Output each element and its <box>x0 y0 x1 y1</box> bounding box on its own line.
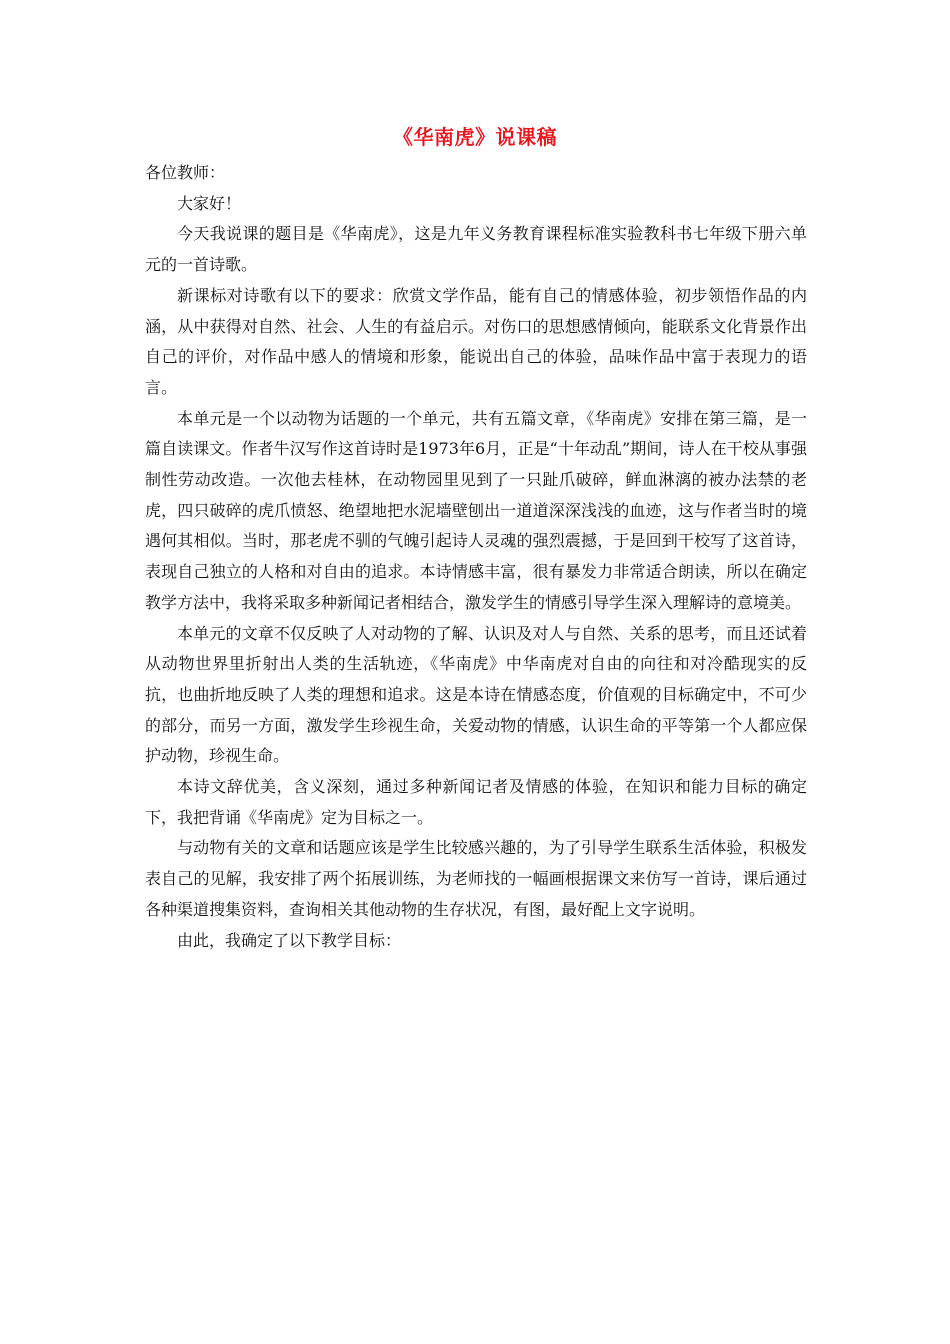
salutation: 各位教师： <box>145 163 226 182</box>
paragraph-curriculum: 新课标对诗歌有以下的要求：欣赏文学作品，能有自己的情感体验，初步领悟作品的内涵，从中获得对自然、社会、人生的有益启示。对伤口的思想感情倾向，能联系文化背景作出自己的评价，对作品中感人的情境和形象，能说出自己的体验，品味作品中富于表现力的语言。 <box>145 285 807 397</box>
paragraph-greeting: 大家好！ <box>177 193 242 213</box>
document-body <box>145 158 807 956</box>
paragraph-unit-theme: 本单元的文章不仅反映了人对动物的了解、认识及对人与自然、关系的思考，而且还试着从动物世界里折射出人类的生活轨迹，《华南虎》中华南虎对自由的向往和对冷酷现实的反抗，也曲折地反映了人类的理想和追求。这是本诗在情感态度，价值观的目标确定中，不可少的部分，而另一方面，激发学生珍视生命，关爱动物的情感，认识生命的平等第一个人都应保护动物，珍视生命。 <box>145 623 807 766</box>
paragraph-topic: 今天我说课的题目是《华南虎》，这是九年义务教育课程标准实验教科书七年级下册六单元的一首诗歌。 <box>145 224 807 275</box>
document-title: 《华南虎》说课稿 <box>393 125 557 149</box>
paragraph-unit-background: 本单元是一个以动物为话题的一个单元，共有五篇文章，《华南虎》安排在第三篇，是一篇自读课文。作者牛汉写作这首诗时是1973年6月，正是“十年动乱”期间，诗人在干校从事强制性劳动改造。一次他去桂林，在动物园里见到了一只趾爪破碎，鲜血淋漓的被办法禁的老虎，四只破碎的虎爪愤怒、绝望地把水泥墙壁刨出一道道深深浅浅的血迹，这与作者当时的境遇何其相似。当时，那老虎不驯的气魄引起诗人灵魂的强烈震撼，于是回到干校写了这首诗，表现自己独立的人格和对自由的追求。本诗情感丰富，很有暴发力非常适合朗读，所以在确定教学方法中，我将采取多种新闻记者相结合，激发学生的情感引导学生深入理解诗的意境美。 <box>145 408 807 612</box>
paragraph-extension: 与动物有关的文章和话题应该是学生比较感兴趣的，为了引导学生联系生活体验，积极发表自己的见解，我安排了两个拓展训练，为老师找的一幅画根据课文来仿写一首诗，课后通过各种渠道搜集资料，查询相关其他动物的生存状况，有图，最好配上文字说明。 <box>145 838 807 919</box>
paragraph-recitation-goal: 本诗文辞优美，含义深刻，通过多种新闻记者及情感的体验，在知识和能力目标的确定下，我把背诵《华南虎》定为目标之一。 <box>145 777 807 827</box>
paragraph-objectives-intro: 由此，我确定了以下教学目标： <box>177 930 402 950</box>
